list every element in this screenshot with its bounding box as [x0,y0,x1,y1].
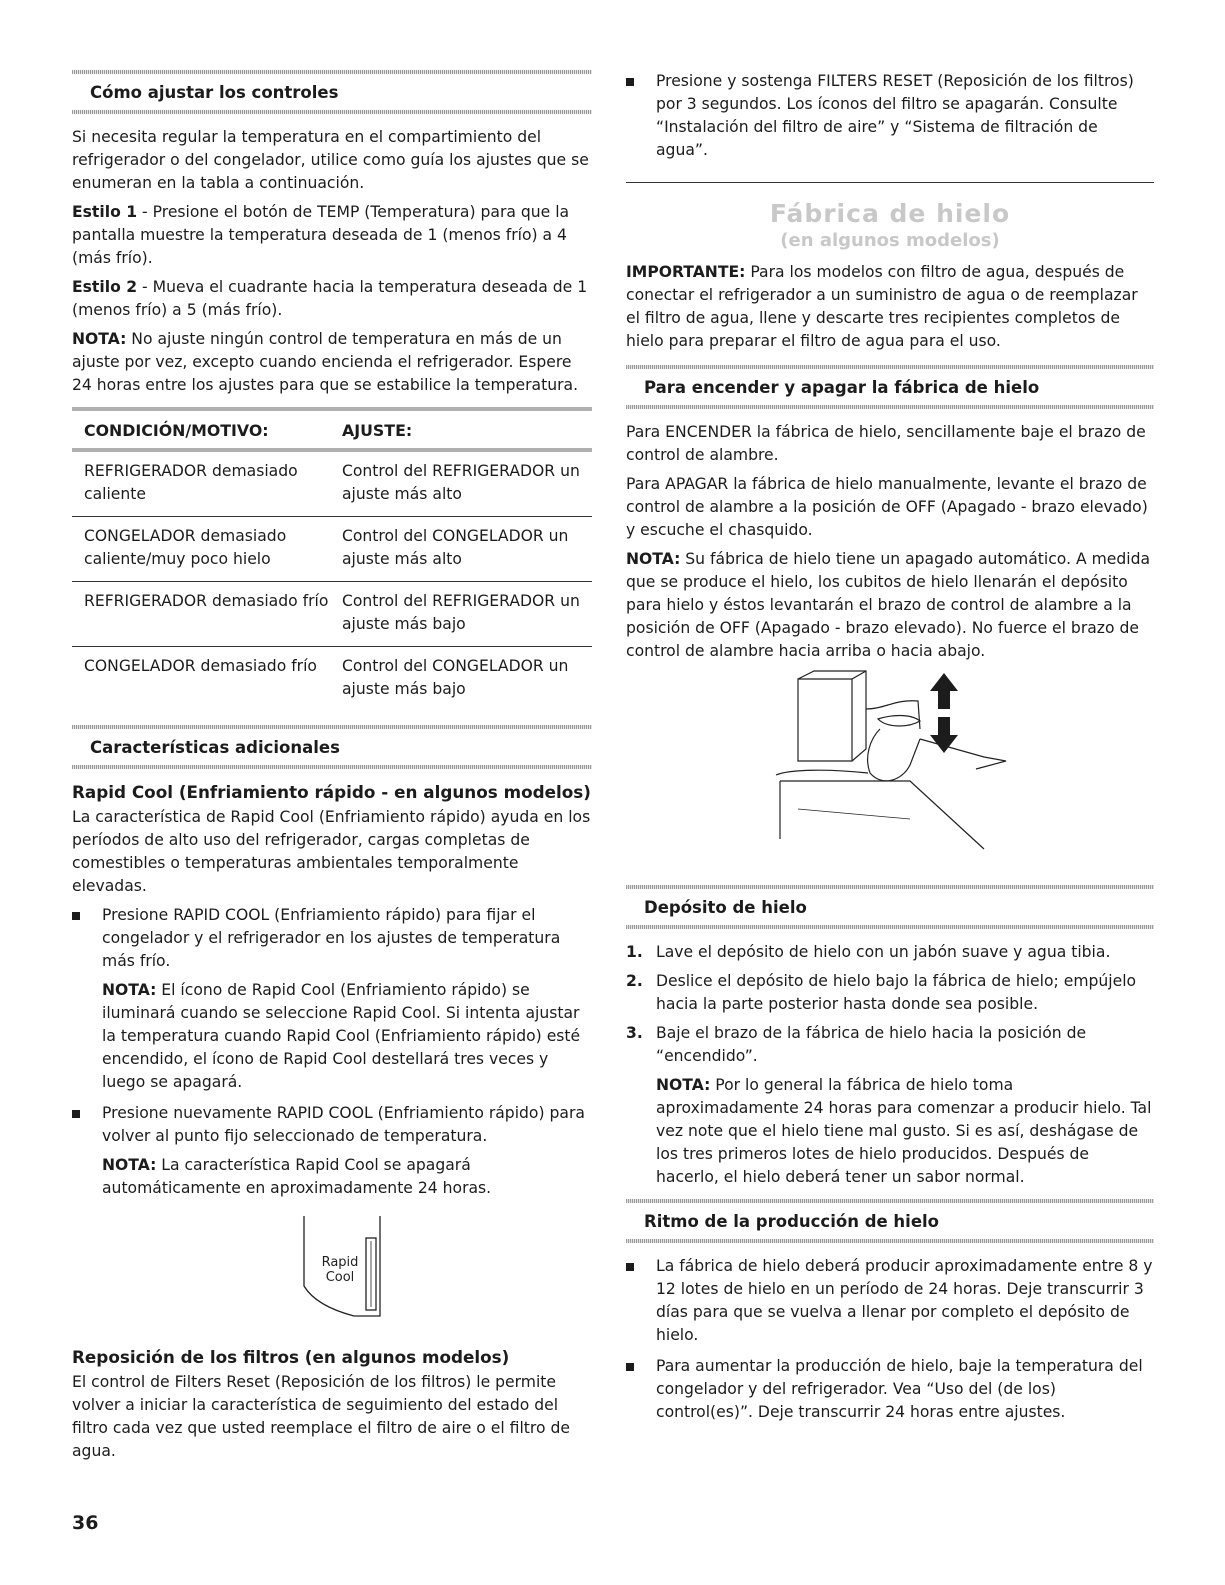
arrow-up-icon [930,673,958,709]
list-item [72,1102,592,1200]
ice-maker-subtitle: (en algunos modelos) [780,230,1000,251]
table-row [72,582,592,647]
table-row [72,647,592,712]
section-heading-ice-rate: Ritmo de la producción de hielo [626,1199,1154,1243]
important-label: IMPORTANTE: [626,263,746,281]
arrow-down-icon [930,717,958,753]
controls-note [72,328,592,397]
note-label: NOTA: [72,330,127,348]
step-number: 3. [626,1024,643,1042]
rapid-cool-step-1: Presione RAPID COOL (Enfriamiento rápido) para fijar el congelador y el refrigerador en los ajustes de temperatura más frío. [102,906,561,970]
controls-intro: Si necesita regular la temperatura en el compartimiento del refrigerador o del congelador, utilice como guía los ajustes que se enumeran en la tabla a continuación. [72,128,589,192]
ice-rate-point-2: Para aumentar la producción de hielo, baje la temperatura del congelador y del refrigerador. Vea “Uso del (de los) control(es)”. Deje transcurrir 24 horas entre ajustes. [656,1357,1143,1421]
style2-text: - Mueva el cuadrante hacia la temperatura deseada de 1 (menos frío) a 5 (más frío). [72,278,588,319]
divider [626,182,1154,183]
step-text: Lave el depósito de hielo con un jabón suave y agua tibia. [656,943,1111,961]
table-cell-setting: Control del CONGELADOR un ajuste más bajo [342,657,569,698]
list-item [626,1355,1154,1424]
filters-reset-heading: Reposición de los filtros (en algunos modelos) [72,1347,510,1367]
table-cell-setting: Control del REFRIGERADOR un ajuste más bajo [342,582,592,647]
step-text: Deslice el depósito de hielo bajo la fábrica de hielo; empújelo hacia la parte posterior hasta donde sea posible. [656,972,1137,1013]
style1-label: Estilo 1 [72,203,138,221]
style2-paragraph [72,276,592,322]
note-label: NOTA: [656,1076,711,1094]
left-column [72,70,592,1469]
filters-reset-step: Presione y sostenga FILTERS RESET (Reposición de los filtros) por 3 segundos. Los íconos del filtro se apagarán. Consulte “Instalación del filtro de aire” y “Sistema de filtración de agua”. [656,72,1134,159]
table-header-condition: CONDICIÓN/MOTIVO: [72,409,342,450]
ice-maker-title: Fábrica de hielo [769,199,1011,228]
rapid-cool-heading: Rapid Cool (Enfriamiento rápido - en algunos modelos) [72,782,591,802]
list-item [626,1255,1154,1347]
rapid-cool-list [72,904,592,1200]
rapid-button-label-1: Rapid [321,1255,359,1270]
right-column [626,70,1154,1432]
controls-note-text: No ajuste ningún control de temperatura en más de un ajuste por vez, excepto cuando encienda el refrigerador. Espere 24 horas entre los ajustes para que se estabilice la temperatura. [72,330,579,394]
list-item [626,970,1154,1016]
list-item [72,904,592,1094]
auto-shutoff-note: NOTA: Su fábrica de hielo tiene un apagado automático. A medida que se produce el hielo, los cubitos de hielo llenarán el depósito para hielo y éstos levantarán el brazo de control de alambre a la posición de OFF (Apagado - brazo elevado). No fuerce el brazo de control de alambre hacia arriba o hacia abajo. [626,550,1151,660]
style1-text: - Presione el botón de TEMP (Temperatura) para que la pantalla muestre la temperatura deseada de 1 (menos frío) a 4 (más frío). [72,203,570,267]
settings-table [72,407,592,711]
ice-maker-arm-illustration [770,669,1010,869]
table-cell-condition: REFRIGERADOR demasiado frío [72,582,342,647]
rapid-cool-intro: La característica de Rapid Cool (Enfriamiento rápido) ayuda en los períodos de alto uso del refrigerador, cargas completas de comestibles o temperaturas ambientales temporalmente elevadas. [72,808,591,895]
table-header-setting: AJUSTE: [342,409,592,450]
turn-on-text: Para ENCENDER la fábrica de hielo, sencillamente baje el brazo de control de alambre. [626,423,1146,464]
table-cell-condition: CONGELADOR demasiado frío [84,657,317,675]
table-cell-condition: REFRIGERADOR demasiado caliente [72,450,342,517]
table-cell-setting: Control del CONGELADOR un ajuste más alto [342,517,592,582]
note-label: NOTA: [626,550,681,568]
ice-rate-point-1: La fábrica de hielo deberá producir aproximadamente entre 8 y 12 lotes de hielo en un período de 24 horas. Deje transcurrir 3 días para que se vuelva a llenar por completo el depósito de hielo. [656,1257,1153,1344]
rapid-cool-step-2: Presione nuevamente RAPID COOL (Enfriamiento rápido) para volver al punto fijo seleccionado de temperatura. [102,1104,585,1145]
turn-off-text: Para APAGAR la fábrica de hielo manualmente, levante el brazo de control de alambre a la posición de OFF (Apagado - brazo elevado) y escuche el chasquido. [626,475,1148,539]
step-number: 2. [626,972,643,990]
step-number: 1. [626,943,643,961]
ice-bin-steps [626,941,1154,1189]
table-row [72,450,592,517]
rapid-cool-note-2: NOTA: La característica Rapid Cool se apagará automáticamente en aproximadamente 24 horas. [102,1156,492,1197]
step-text: Baje el brazo de la fábrica de hielo hacia la posición de “encendido”. [656,1024,1087,1065]
ice-rate-list [626,1255,1154,1424]
section-heading-on-off: Para encender y apagar la fábrica de hielo [626,365,1154,409]
table-row [72,517,592,582]
list-item [626,941,1154,964]
style2-label: Estilo 2 [72,278,138,296]
page-number: 36 [72,1512,99,1534]
rapid-button-label-2: Cool [325,1270,355,1285]
filters-reset-text: El control de Filters Reset (Reposición de los filtros) le permite volver a iniciar la característica de seguimiento del estado del filtro cada vez que usted reemplace el filtro de aire o el filtro de agua. [72,1373,570,1460]
note-label: NOTA: [102,1156,157,1174]
table-cell-condition: CONGELADOR demasiado caliente/muy poco hielo [72,517,342,582]
rapid-cool-note-1: NOTA: El ícono de Rapid Cool (Enfriamiento rápido) se iluminará cuando se seleccione Rapid Cool. Si intenta ajustar la temperatura cuando Rapid Cool (Enfriamiento rápido) esté encendido, el ícono de Rapid Cool destellará tres veces y luego se apagará. [102,981,581,1091]
section-heading-controls: Cómo ajustar los controles [72,70,592,114]
table-cell-setting: Control del REFRIGERADOR un ajuste más alto [342,450,592,517]
list-item [626,70,1154,162]
filters-reset-list [626,70,1154,162]
table-header-row [72,409,592,450]
important-paragraph: IMPORTANTE: Para los modelos con filtro de agua, después de conectar el refrigerador a un suministro de agua o de reemplazar el filtro de agua, llene y descarte tres recipientes completos de hielo para preparar el filtro de agua para el uso. [626,263,1138,350]
section-heading-ice-bin: Depósito de hielo [626,885,1154,929]
list-item [626,1022,1154,1189]
ice-bin-note: NOTA: Por lo general la fábrica de hielo toma aproximadamente 24 horas para comenzar a producir hielo. Tal vez note que el hielo tiene mal gusto. Si es así, deshágase de los tres primeros lotes de hielo producidos. Después de hacerlo, el hielo deberá tener un sabor normal. [656,1076,1152,1186]
note-label: NOTA: [102,981,157,999]
rapid-cool-button-figure [282,1208,382,1328]
section-heading-features: Características adicionales [72,725,592,769]
style1-paragraph [72,201,592,270]
